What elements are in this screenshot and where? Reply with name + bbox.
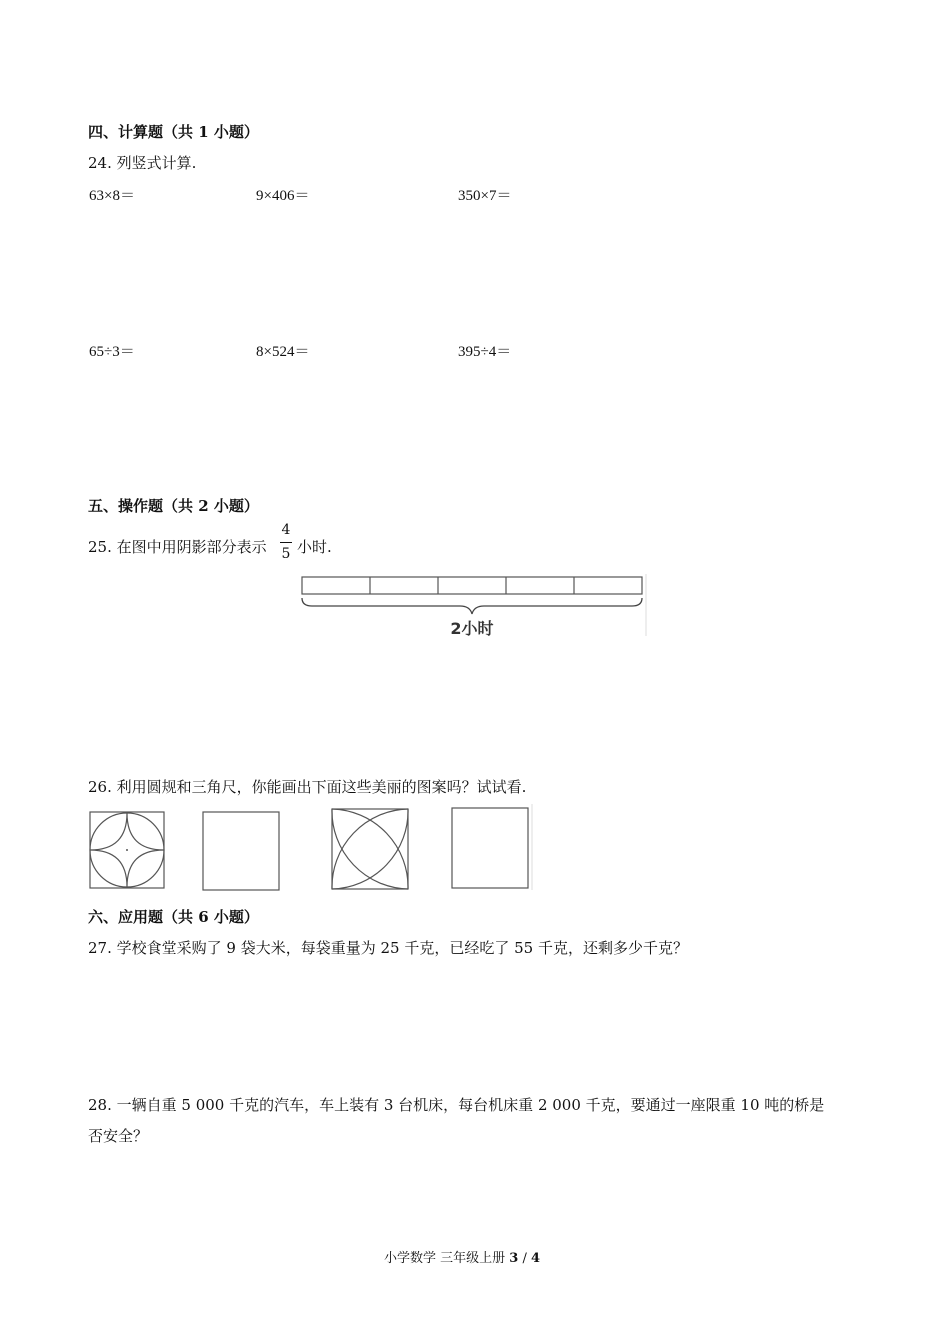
expression-350x7: 350×7＝ (458, 188, 512, 204)
question-25-prefix: 25. 在图中用阴影部分表示 (88, 538, 267, 556)
question-28-line-1: 28. 一辆自重 5 000 千克的汽车，车上装有 3 台机床，每台机床重 2 000 千克，要通过一座限重 10 吨的桥是 (88, 1096, 825, 1114)
expression-63x8: 63×8＝ (89, 188, 135, 204)
page-current: 3 (509, 1251, 519, 1266)
time-bar[interactable] (302, 577, 642, 594)
question-25-suffix: 小时. (297, 538, 332, 556)
expression-8x524: 8×524＝ (256, 344, 310, 360)
page-separator: / (518, 1251, 531, 1266)
time-bar-figure (298, 574, 650, 640)
page-total: 4 (530, 1251, 541, 1266)
expression-395div4: 395÷4＝ (458, 344, 512, 360)
footer-title: 小学数学 三年级上册 (384, 1251, 506, 1266)
question-27: 27. 学校食堂采购了 9 袋大米，每袋重量为 25 千克，已经吃了 55 千克，还剩多少千克？ (88, 939, 688, 957)
pattern-center-dot (126, 849, 128, 851)
question-24-title: 24. 列竖式计算. (88, 154, 197, 172)
section-5-heading: 五、操作题（共 2 小题） (88, 497, 259, 515)
pattern-circle-star (88, 810, 168, 890)
pattern-arc (332, 809, 408, 889)
question-28-line-2: 否安全？ (88, 1127, 149, 1145)
bar-label: 2小时 (450, 619, 494, 638)
page-footer (384, 1247, 540, 1266)
expression-65div3: 65÷3＝ (89, 344, 135, 360)
brace (302, 598, 642, 614)
pattern-arc (332, 809, 408, 889)
pattern-crossed-arcs (330, 806, 412, 892)
section-6-heading: 六、应用题（共 6 小题） (88, 908, 259, 926)
section-4-heading: 四、计算题（共 1 小题） (88, 123, 259, 141)
pattern-arc (332, 809, 408, 889)
pattern-square (332, 809, 408, 889)
expression-9x406: 9×406＝ (256, 188, 310, 204)
fraction-bar (280, 542, 292, 543)
fraction-denominator: 5 (281, 546, 291, 562)
drawing-box-2[interactable] (448, 804, 536, 890)
drawing-box-1[interactable] (200, 810, 282, 892)
pattern-arc (332, 809, 408, 889)
fraction-numerator: 4 (281, 522, 291, 538)
question-26-title: 26. 利用圆规和三角尺，你能画出下面这些美丽的图案吗？试试看. (88, 778, 527, 796)
